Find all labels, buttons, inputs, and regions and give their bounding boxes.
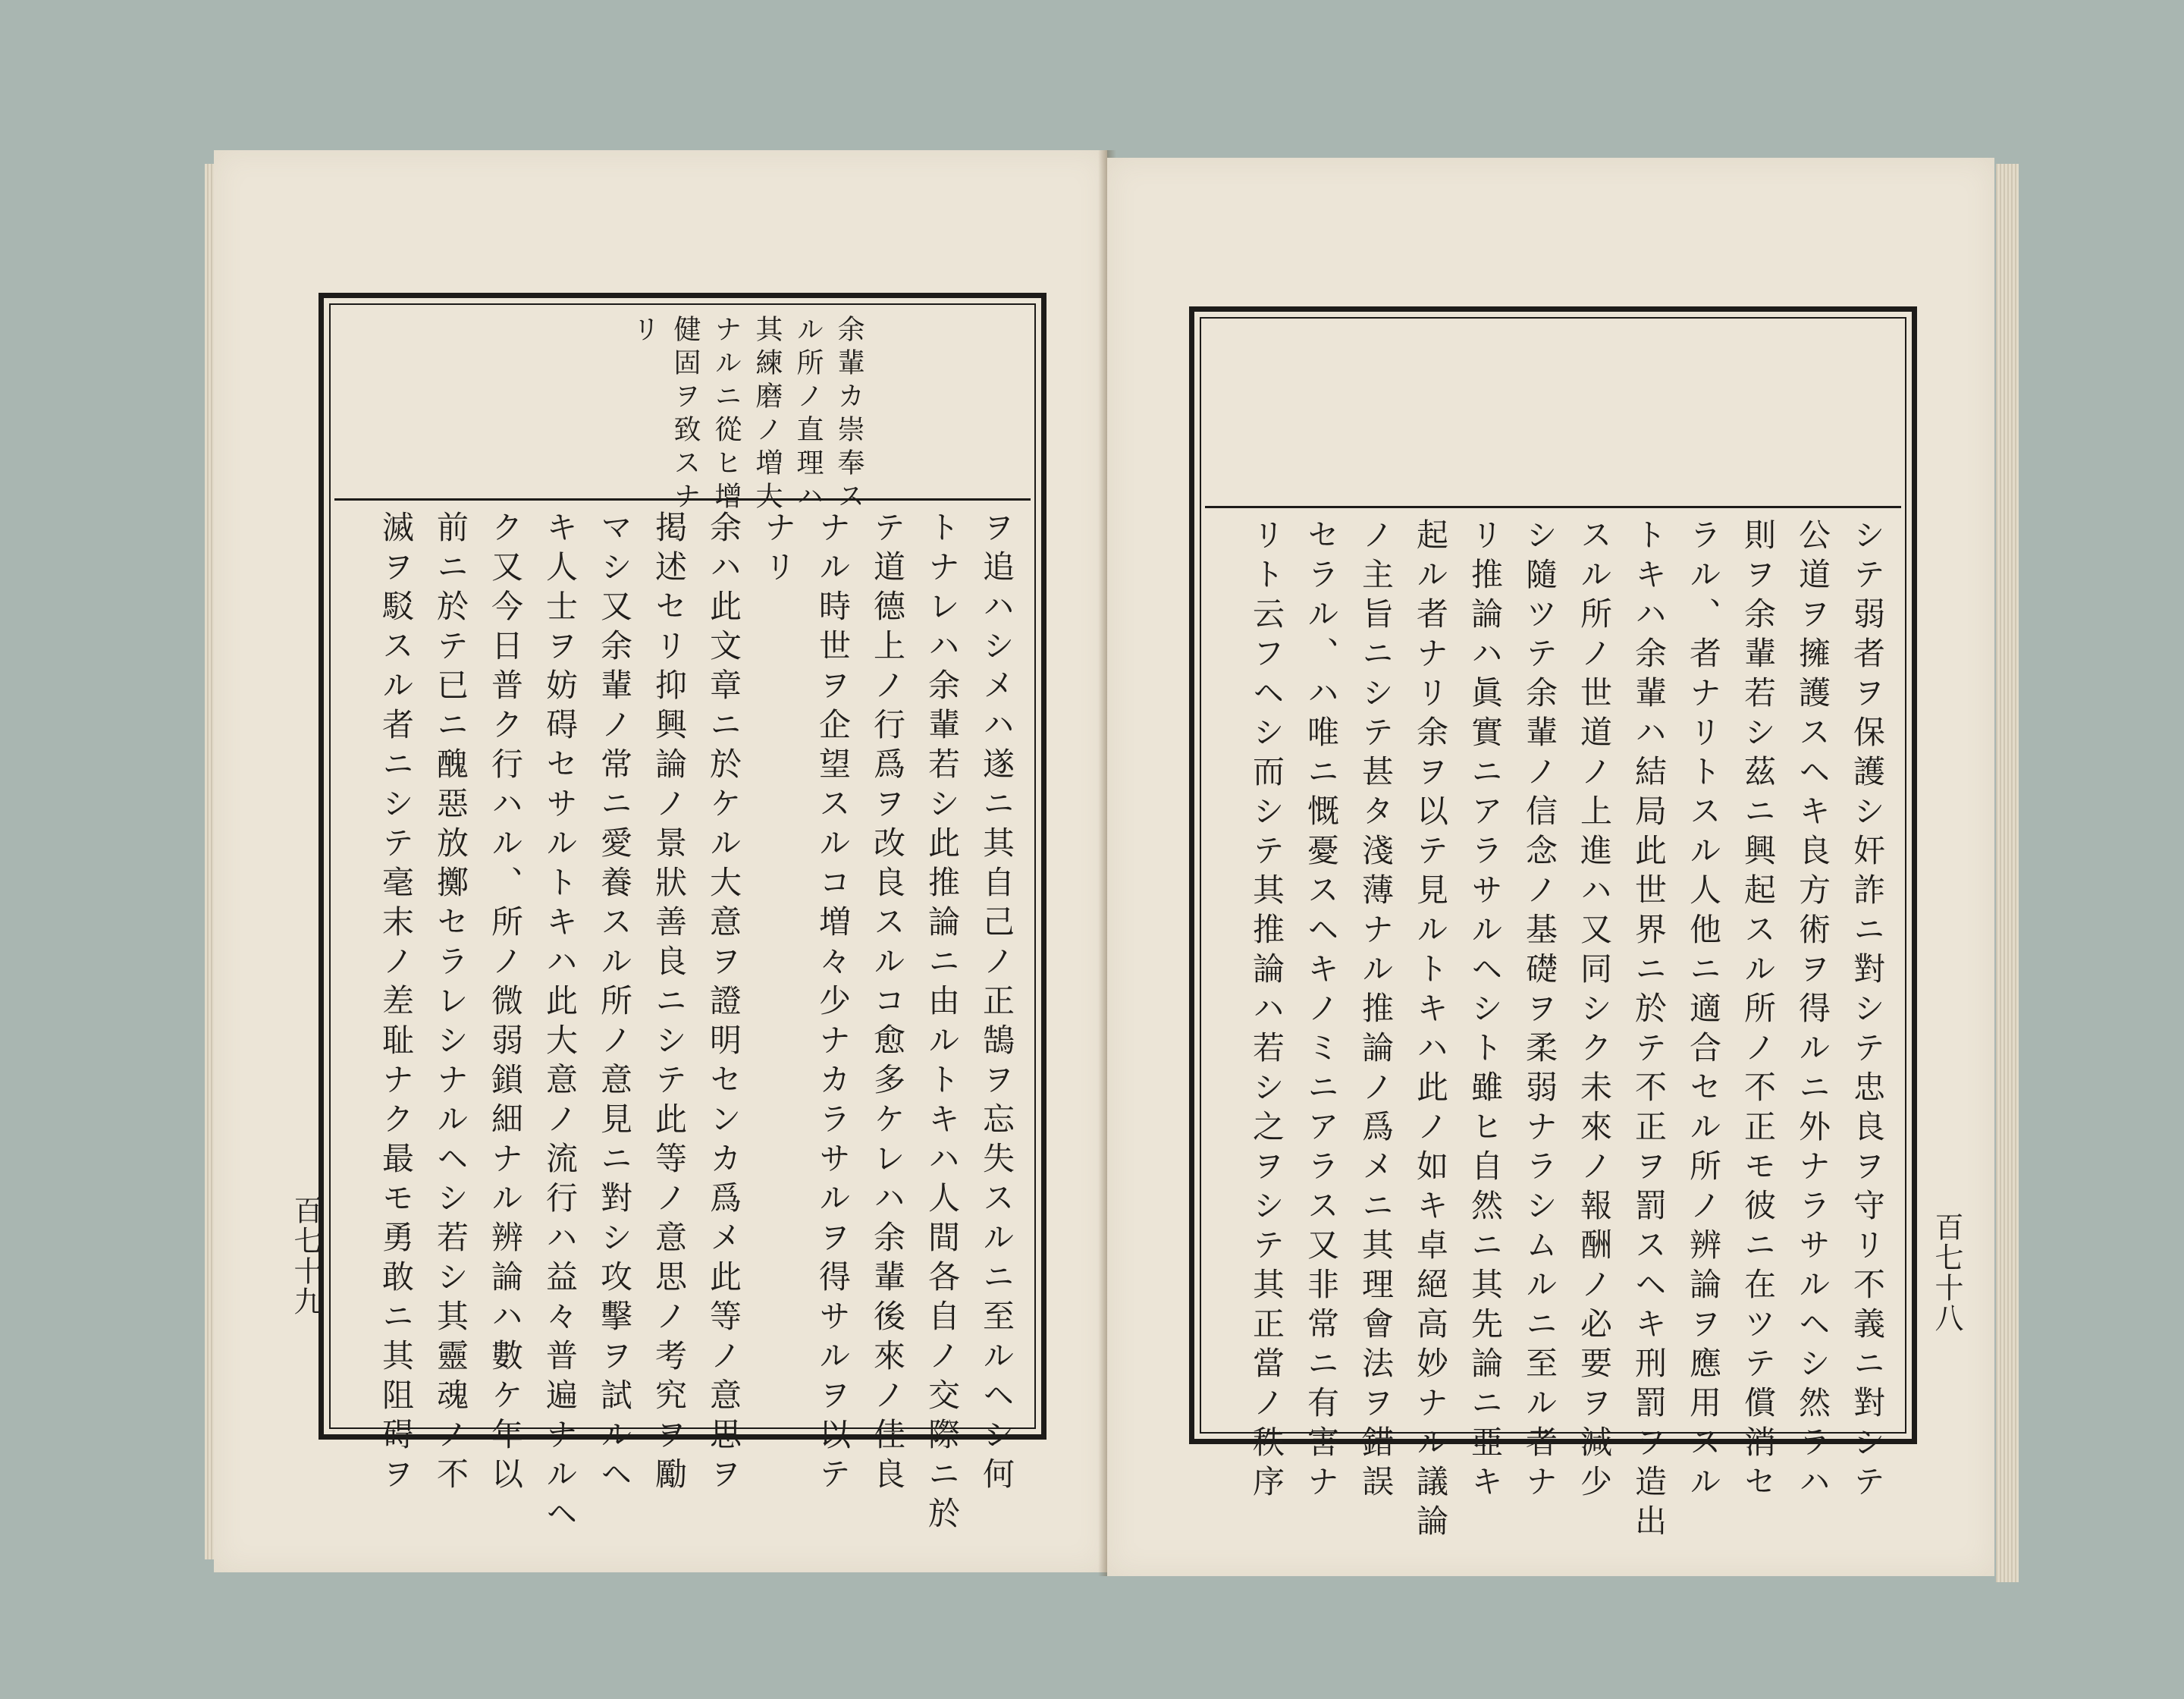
left-text-frame [318,293,1046,1536]
headnote-line: ナルニ從ヒ增 [711,315,742,515]
text-column: ナリ [760,510,797,589]
right-headnote-divider [1205,506,1901,508]
text-column: ラル、者ナリトスル人他ニ適合セル所ノ辨論ヲ應用スル [1685,518,1722,1504]
open-book [199,150,2019,1591]
page-number-right: 百七十八 [1930,1212,1963,1333]
text-column: テ道德上ノ行爲ヲ改良スルコ愈多ケレハ余輩後來ノ佳良 [869,510,906,1496]
left-body-text [324,510,1041,1536]
page-edges-right [1996,164,2019,1582]
headnote-line: リ [629,315,660,348]
text-column: リト云フヘシ而シテ其推論ハ若シ之ヲシテ其正當ノ秩序 [1248,518,1285,1504]
text-column: トキハ余輩ハ結局此世界ニ於テ不正ヲ罰スヘキ刑罰ヲ造出 [1630,518,1668,1544]
text-column: マシ又余輩ノ常ニ愛養スル所ノ意見ニ對シ攻擊ヲ試ルヘ [596,510,633,1496]
text-column: ヲ追ハシメハ遂ニ其自己ノ正鵠ヲ忘失スルニ至ルヘシ何 [978,510,1015,1496]
text-column: 余ハ此文章ニ於ケル大意ヲ證明センカ爲メ此等ノ意思ヲ [705,510,742,1496]
right-text-frame [1189,306,1917,1544]
text-column: ノ主旨ニシテ甚タ淺薄ナル推論ノ爲メニ其理會法ヲ錯誤 [1357,518,1395,1504]
right-page [1107,158,1994,1576]
text-column: スル所ノ世道ノ上進ハ又同シク未來ノ報酬ノ必要ヲ減少 [1576,518,1613,1504]
headnote-line: 余輩カ崇奉ス [833,315,864,515]
text-column: キ人士ヲ妨碍セサルトキハ此大意ノ流行ハ益々普遍ナルヘ [541,510,579,1536]
text-column: シテ弱者ヲ保護シ奸詐ニ對シテ忠良ヲ守リ不義ニ對シテ [1849,518,1886,1504]
text-column: リ推論ハ眞實ニアラサルヘシト雖ヒ自然ニ其先論ニ亞キ [1467,518,1504,1504]
right-body-text [1194,518,1912,1544]
text-column: シ隨ツテ余輩ノ信念ノ基礎ヲ柔弱ナラシムルニ至ル者ナ [1521,518,1558,1504]
text-column: 掲述セリ抑興論ノ景狀善良ニシテ此等ノ意思ノ考究ヲ勵 [651,510,688,1496]
headnote-line: 其練磨ノ増大 [752,315,783,515]
headnote-line: ル所ノ直理ハ [792,315,824,515]
text-column: セラル、ハ唯ニ慨憂スヘキノミニアラス又非常ニ有害ナ [1303,518,1340,1504]
text-column: トナレハ余輩若シ此推論ニ由ルトキハ人間各自ノ交際ニ於 [924,510,961,1536]
page-number-left: 百七十九 [289,1195,322,1317]
text-column: ナル時世ヲ企望スルコ増々少ナカラサルヲ得サルヲ以テ [814,510,852,1496]
text-column: 滅ヲ駁スル者ニシテ毫末ノ差耻ナク最モ勇敢ニ其阻碍ヲ [378,510,415,1496]
text-column: 前ニ於テ已ニ醜惡放擲セラレシナルヘシ若シ其靈魂ノ不 [432,510,469,1496]
text-column: 則ヲ余輩若シ茲ニ興起スル所ノ不正モ彼ニ在ツテ償消セ [1740,518,1777,1504]
text-column: 起ル者ナリ余ヲ以テ見ルトキハ此ノ如キ卓絕高妙ナル議論 [1412,518,1449,1544]
left-page [214,150,1107,1572]
headnote-line: 健固ヲ致スナ [670,315,701,515]
text-column: 公道ヲ擁護スヘキ良方術ヲ得ルニ外ナラサルヘシ然ラハ [1794,518,1831,1504]
text-column: ク又今日普ク行ハル、所ノ微弱鎖細ナル辨論ハ數ケ年以 [487,510,524,1496]
